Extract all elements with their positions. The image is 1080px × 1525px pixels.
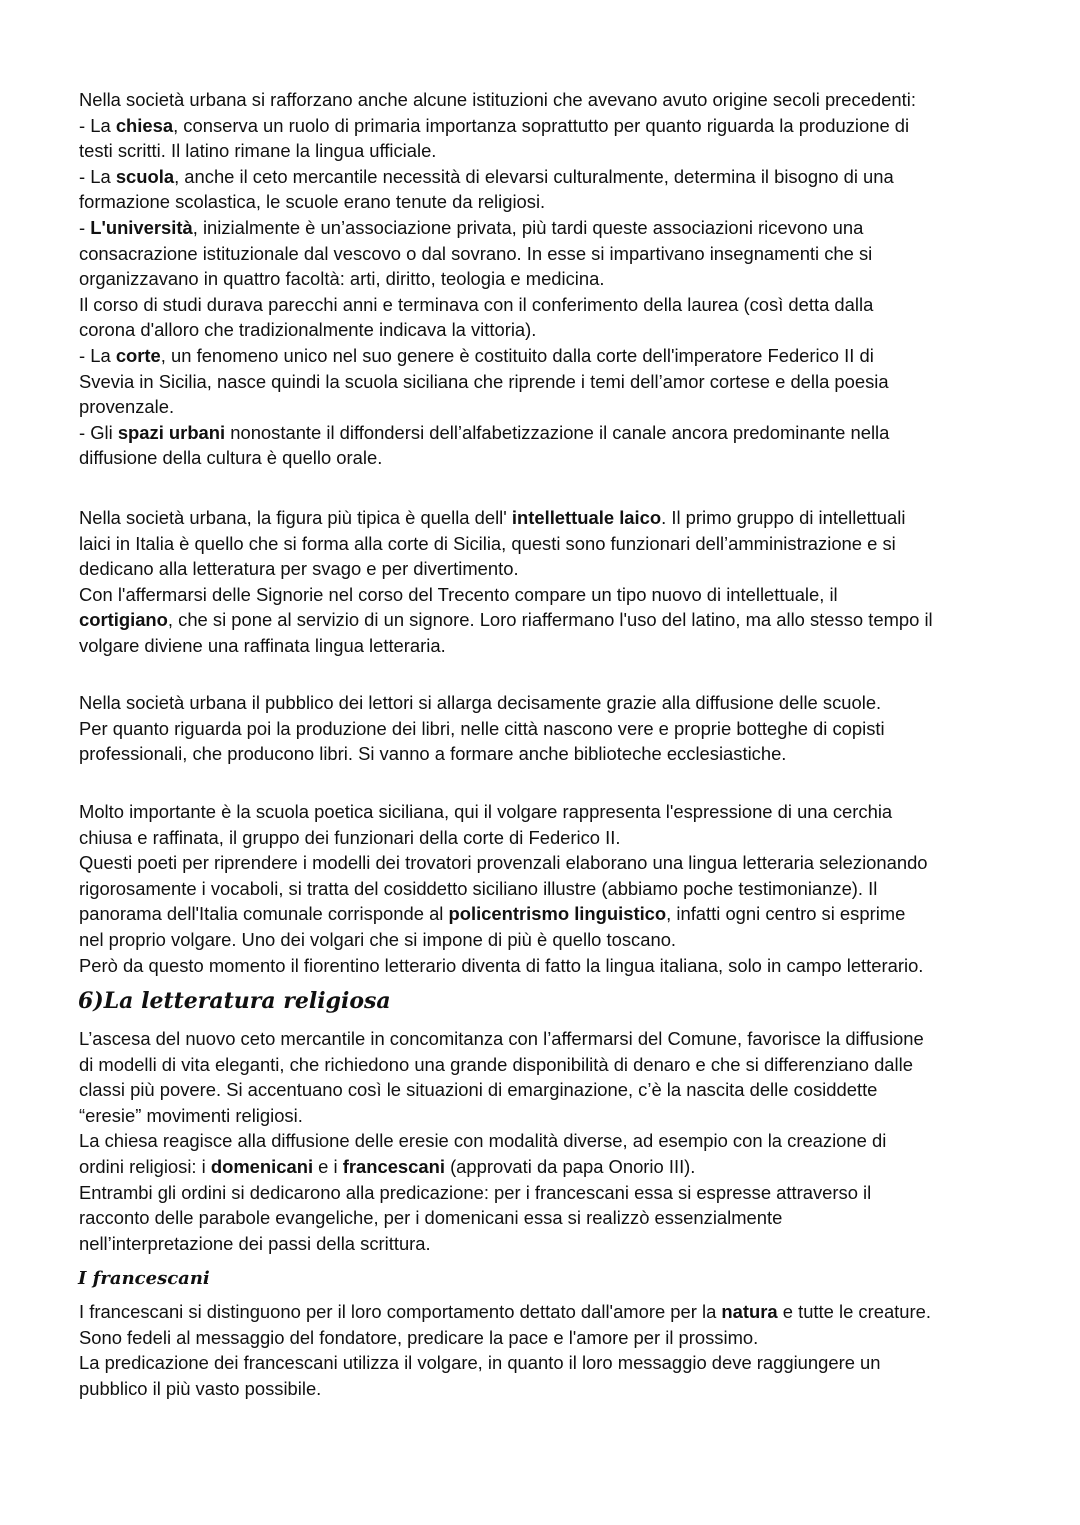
text-segment: . Il primo gruppo di intellettuali [661,507,906,528]
text-line [79,1026,1039,1052]
text-segment: nel proprio volgare. Uno dei volgari che si impone di più è quello toscano. [79,928,677,950]
text-segment: La predicazione dei francescani utilizza il volgare, in quanto il loro messaggio deve raggiungere un [79,1352,881,1374]
text-segment: , inizialmente è un’associazione privata, più tardi queste associazioni ricevono una [192,216,864,238]
text-line [79,927,1039,953]
text-line [79,189,1039,215]
text-segment: nonostante il diffondersi dell’alfabetizzazione il canale ancora predominante nella [225,421,890,443]
text-line [79,164,1039,190]
text-segment: - La [79,344,116,366]
bold-term: francescani [342,1155,445,1177]
text-segment: consacrazione istituzionale dal vescovo o dal sovrano. In esse si impartivano insegnamenti che si [79,242,873,264]
text-line [79,741,1039,767]
text-line [79,343,1039,369]
paragraph-intellettuale-laico [79,505,1039,659]
text-segment: “eresie” movimenti religiosi. [79,1104,303,1126]
text-segment: formazione scolastica, le scuole erano tenute da religiosi. [79,191,546,213]
bold-term: corte [115,344,161,366]
text-line [79,850,1039,876]
text-line [79,1103,1039,1129]
text-line [79,825,1039,851]
text-segment: nell’interpretazione dei passi della scrittura. [79,1232,431,1254]
text-line [79,531,1039,557]
text-line [79,445,1039,471]
paragraph-scuola-siciliana [79,799,1039,978]
text-segment: Nella società urbana il pubblico dei lettori si allarga decisamente grazie alla diffusione delle scuole. [79,692,882,713]
text-line [79,607,1039,633]
bold-term: policentrismo linguistico [448,903,667,925]
text-segment: Per quanto riguarda poi la produzione dei libri, nelle città nascono vere e proprie botteghe di copisti [79,717,885,739]
bold-term: scuola [115,165,175,187]
text-line [79,953,1039,979]
text-segment: , un fenomeno unico nel suo genere è costituito dalla corte dell'imperatore Federico II di [160,344,874,366]
text-line [79,1325,1039,1351]
text-line [79,1205,1039,1231]
text-segment: Nella società urbana, la figura più tipica è quella dell' [79,507,512,528]
paragraph-letteratura-religiosa [79,1026,1039,1256]
text-segment: L’ascesa del nuovo ceto mercantile in concomitanza con l’affermarsi del Comune, favorisce la diffusione [79,1028,924,1049]
text-segment: volgare diviene una raffinata lingua letteraria. [79,634,446,656]
text-segment: Svevia in Sicilia, nasce quindi la scuola siciliana che riprende i temi dell’amor cortese e della poesia [79,370,889,392]
text-line [79,266,1039,292]
text-segment: Entrambi gli ordini si dedicarono alla predicazione: per i francescani essa si espresse attraverso il [79,1181,872,1203]
text-line [79,241,1039,267]
bold-term: natura [721,1301,778,1322]
text-line [79,799,1039,825]
text-segment: Sono fedeli al messaggio del fondatore, predicare la pace e l'amore per il prossimo. [79,1326,759,1348]
text-line [79,1299,1039,1325]
bold-term: cortigiano [79,609,168,631]
text-line [79,556,1039,582]
text-line [79,1231,1039,1257]
text-line [79,1077,1039,1103]
text-segment: ordini religiosi: i [79,1155,211,1177]
bold-term: spazi urbani [117,421,226,443]
text-line [79,633,1039,659]
text-segment: e tutte le creature. [777,1301,931,1322]
text-segment: laici in Italia è quello che si forma alla corte di Sicilia, questi sono funzionari dell’amministrazione e si [79,532,896,554]
text-segment: , conserva un ruolo di primaria importanza soprattutto per quanto riguarda la produzione di [173,114,910,136]
text-segment: di modelli di vita eleganti, che richiedono una grande disponibilità di denaro e che si differenziano dalle [79,1053,913,1075]
text-line [79,582,1039,608]
paragraph-istituzioni [79,87,1039,471]
text-line [79,292,1039,318]
text-line [79,215,1039,241]
text-segment: Però da questo momento il fiorentino letterario diventa di fatto la lingua italiana, solo in campo letterario. [79,954,924,976]
text-line [79,369,1039,395]
text-segment: (approvati da papa Onorio III). [444,1155,696,1177]
subheading-francescani: I francescani [78,1268,210,1289]
text-segment: - La [79,165,116,187]
text-segment: I francescani si distinguono per il loro comportamento dettato dall'amore per la [79,1301,722,1322]
text-segment: Molto importante è la scuola poetica siciliana, qui il volgare rappresenta l'espressione di una cerchia [79,801,893,822]
text-line [79,690,1039,716]
text-line [79,113,1039,139]
text-segment: Il corso di studi durava parecchi anni e terminava con il conferimento della laurea (così detta dalla [79,293,874,315]
text-line [79,1376,1039,1402]
bold-term: chiesa [115,114,174,136]
text-line [79,716,1039,742]
text-segment: professionali, che producono libri. Si vanno a formare anche biblioteche ecclesiastiche. [79,743,787,765]
text-segment: diffusione della cultura è quello orale. [79,447,383,469]
text-line [79,505,1039,531]
text-segment: La chiesa reagisce alla diffusione delle eresie con modalità diverse, ad esempio con la creazione di [79,1130,887,1152]
text-segment: , anche il ceto mercantile necessità di elevarsi culturalmente, determina il bisogno di una [174,165,894,187]
text-line [79,876,1039,902]
text-line [79,420,1039,446]
text-segment: , infatti ogni centro si esprime [666,903,906,925]
text-line [79,87,1039,113]
section-heading-letteratura-religiosa: 6)La letteratura religiosa [78,988,391,1014]
text-segment: Nella società urbana si rafforzano anche alcune istituzioni che avevano avuto origine secoli precedenti: [79,89,916,110]
text-segment: Questi poeti per riprendere i modelli dei trovatori provenzali elaborano una lingua letteraria selezionando [79,852,928,874]
text-line [79,1128,1039,1154]
text-segment: - [79,216,91,238]
text-segment: racconto delle parabole evangeliche, per i domenicani essa si realizzò essenzialmente [79,1207,783,1229]
bold-term: L'università [90,216,193,238]
text-segment: - Gli [79,421,118,443]
text-segment: , che si pone al servizio di un signore. Loro riaffermano l'uso del latino, ma allo stesso tempo il [167,609,933,631]
text-line [79,138,1039,164]
text-segment: rigorosamente i vocaboli, si tratta del cosiddetto siciliano illustre (abbiamo poche testimonianze). Il [79,877,878,899]
paragraph-pubblico-lettori [79,690,1039,767]
text-segment: - La [79,114,116,136]
text-segment: corona d'alloro che tradizionalmente indicava la vittoria). [79,319,537,341]
text-line [79,1350,1039,1376]
bold-term: domenicani [210,1155,314,1177]
text-line [79,901,1039,927]
paragraph-francescani [79,1299,1039,1401]
bold-term: intellettuale laico [511,507,662,528]
text-segment: panorama dell'Italia comunale corrisponde al [79,903,449,925]
text-segment: organizzavano in quattro facoltà: arti, diritto, teologia e medicina. [79,268,605,290]
text-segment: provenzale. [79,396,175,418]
text-segment: dedicano alla letteratura per svago e per divertimento. [79,558,519,580]
text-line [79,394,1039,420]
text-segment: pubblico il più vasto possibile. [79,1377,322,1399]
text-line [79,317,1039,343]
text-segment: classi più povere. Si accentuano così le situazioni di emarginazione, c’è la nascita delle cosiddette [79,1079,878,1101]
text-line [79,1052,1039,1078]
text-segment: testi scritti. Il latino rimane la lingua ufficiale. [79,140,437,162]
text-segment: Con l'affermarsi delle Signorie nel corso del Trecento compare un tipo nuovo di intellettuale, il [79,583,838,605]
text-line [79,1180,1039,1206]
text-segment: e i [313,1155,343,1177]
text-segment: chiusa e raffinata, il gruppo dei funzionari della corte di Federico II. [79,826,621,848]
text-line [79,1154,1039,1180]
